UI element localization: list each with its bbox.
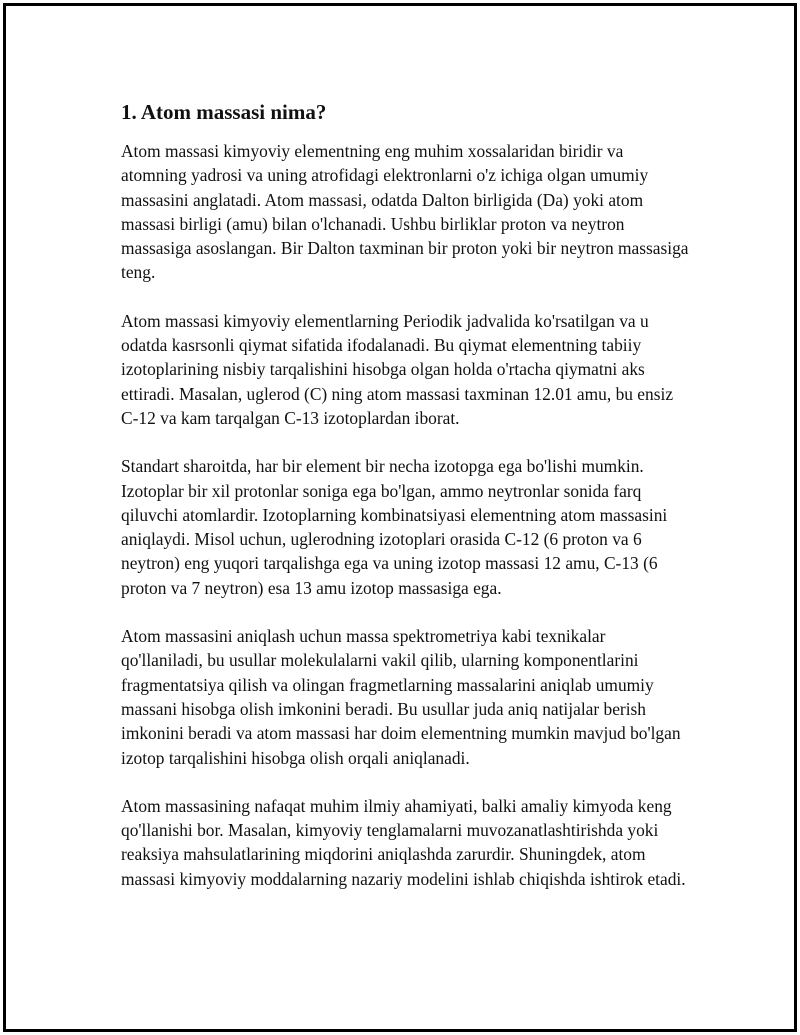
section-heading: 1. Atom massasi nima? [121,100,327,124]
page-border [3,3,797,1032]
paragraph-5: Atom massasining nafaqat muhim ilmiy ahamiyati, balki amaliy kimyoda keng qo'llanishi bor. Masalan, kimyoviy tenglamalarni muvozanatlashtirishda yoki reaksiya mahsulatlarining miqdorini aniqlashda zarurdir. Shuningdek, atom massasi kimyoviy moddalarning nazariy modelini ishlab chiqishda ishtirok etadi. [121,795,686,889]
paragraph-3: Standart sharoitda, har bir element bir necha izotopga ega bo'lishi mumkin. Izotoplar bir xil protonlar soniga ega bo'lgan, ammo neytronlar sonida farq qiluvchi atomlardir. Izotoplarning kombinatsiyasi elementning atom massasini aniqlaydi. Misol uchun, uglerodning izotoplari orasida C-12 (6 proton va 6 neytron) eng yuqori tarqalishga ega va uning izotop massasi 12 amu, C-13 (6 proton va 7 neytron) esa 13 amu izotop massasiga ega. [121,456,668,598]
document-body [121,99,691,915]
paragraph-4: Atom massasini aniqlash uchun massa spektrometriya kabi texnikalar qo'llaniladi, bu usullar molekulalarni vakil qilib, ularning komponentlarini fragmentatsiya qilish va olingan fragmetlarning massalarini aniqlab umumiy massani hisobga olish imkonini beradi. Bu usullar juda aniq natijalar berish imkonini beradi va atom massasi har doim elementning mumkin mavjud bo'lgan izotop tarqalishini hisobga olish orqali aniqlanadi. [121,626,681,768]
paragraph-1: Atom massasi kimyoviy elementning eng muhim xossalaridan biridir va atomning yadrosi va uning atrofidagi elektronlarni o'z ichiga olgan umumiy massasini anglatadi. Atom massasi, odatda Dalton birligida (Da) yoki atom massasi birligi (amu) bilan o'lchanadi. Ushbu birliklar proton va neytron massasiga asoslangan. Bir Dalton taxminan bir proton yoki bir neytron massasiga teng. [121,141,689,283]
paragraph-2: Atom massasi kimyoviy elementlarning Periodik jadvalida ko'rsatilgan va u odatda kasrsonli qiymat sifatida ifodalanadi. Bu qiymat elementning tabiiy izotoplarining nisbiy tarqalishini hisobga olgan holda o'rtacha qiymatni aks ettiradi. Masalan, uglerod (C) ning atom massasi taxminan 12.01 amu, bu ensiz C-12 va kam tarqalgan C-13 izotoplardan iborat. [121,310,674,428]
